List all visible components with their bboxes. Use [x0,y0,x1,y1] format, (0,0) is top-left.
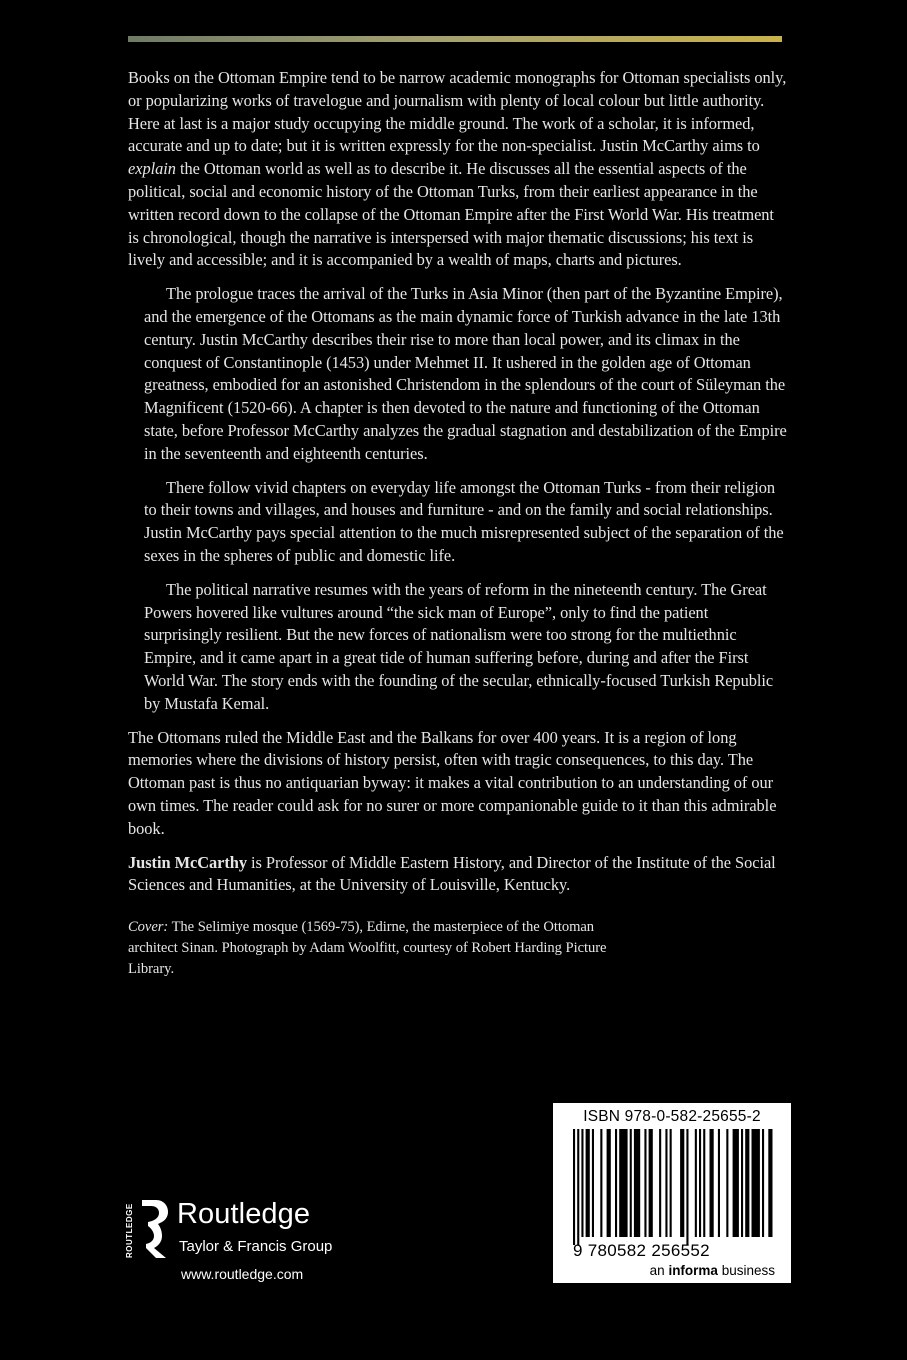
intro-text-part1: Books on the Ottoman Empire tend to be narrow academic monographs for Ottoman specialists only, or popularizing works of travelogue and journalism with plenty of local colour but little authority. Here at last is a major study occupying the middle ground. The work of a scholar, it is informed, accurate and up to date; but it is written expressly for the non-specialist. Justin McCarthy aims to [128,68,787,156]
barcode-bar [762,1129,764,1237]
author-bio-text: is Professor of Middle Eastern History, and Director of the Institute of the Social Sciences and Humanities, at the University of Louisville, Kentucky. [128,852,776,895]
informa-bold: informa [668,1263,718,1278]
barcode-bar [644,1129,646,1237]
informa-suffix: business [717,1263,775,1278]
author-name: Justin McCarthy [128,852,247,872]
barcode-bar [718,1129,720,1237]
barcode-bar [670,1129,672,1237]
barcode-bar [726,1129,728,1237]
cover-credit [128,917,608,980]
barcode-bar [686,1129,688,1245]
isbn-barcode-box [553,1103,791,1283]
barcode-bar [573,1129,575,1245]
routledge-knight-icon [138,1198,170,1260]
publisher-vertical-word: ROUTLEDGE [125,1203,134,1259]
everyday-life-paragraph: There follow vivid chapters on everyday life amongst the Ottoman Turks - from their religion to their towns and villages, and houses and furniture - and on the family and social relationships. Justin McCarthy pays special attention to the much misrepresented subject of the separation of the sexes in the spheres of public and domestic life. [144,477,784,565]
cover-credit-label: Cover: [128,919,169,936]
author-bio [128,852,788,898]
barcode-bar [592,1129,594,1237]
top-decorative-rule [128,36,782,42]
barcode-bar [600,1129,602,1237]
publisher-url: www.routledge.com [181,1266,304,1282]
barcode-bar [630,1129,632,1237]
barcode-bar [649,1129,653,1237]
political-narrative-paragraph: The political narrative resumes with the years of reform in the nineteenth century. The Great Powers hovered like vultures around “the sick man of Europe”, only to find the patient surprisingly resilient. But the new forces of nationalism were too strong for the multiethnic Empire, and it came apart in a great tide of human suffering before, during and after the First World War. The story ends with the founding of the secular, ethnically-focused Turkish Republic by Mustafa Kemal. [144,579,774,713]
publisher-logo [126,1198,386,1268]
barcode-bar [699,1129,701,1237]
barcode-bar [741,1129,743,1237]
publisher-group: Taylor & Francis Group [179,1238,333,1255]
blurb-text [128,67,788,980]
informa-prefix: an [649,1263,669,1278]
barcode-bar [607,1129,611,1237]
barcode-bar [752,1129,760,1237]
intro-text-part2: the Ottoman world as well as to describe it. He discusses all the essential aspects of the political, social and economic history of the Ottoman Turks, from their earliest appearance in the written record down to the collapse of the Ottoman Empire after the First World War. His treatment is chronological, though the narrative is interspersed with major thematic discussions; his text is lively and accessible; and it is accompanied by a wealth of maps, charts and pictures. [128,159,774,270]
barcode-bar [768,1129,772,1237]
cover-credit-text: The Selimiye mosque (1569-75), Edirne, the masterpiece of the Ottoman architect Sinan. Photograph by Adam Woolfitt, courtesy of Robert Harding Picture Library. [128,919,607,978]
barcode-bars [573,1129,773,1245]
barcode-bar [615,1129,617,1237]
barcode-digits: 9 780582 256552 [573,1241,710,1260]
closing-paragraph: The Ottomans ruled the Middle East and the Balkans for over 400 years. It is a region of long memories where the divisions of history persist, often with tragic consequences, to this day. The Ottoman past is thus no antiquarian byway: it makes a vital contribution to an understanding of our own times. The reader could ask for no surer or more companionable guide to it than this admirable book. [128,727,777,838]
barcode-bar [577,1129,579,1245]
barcode-bar [634,1129,640,1237]
barcode-bar [695,1129,697,1237]
barcode-bar [665,1129,667,1237]
intro-paragraph [128,67,788,272]
barcode-bar [586,1129,590,1237]
barcode-bar [619,1129,627,1237]
informa-tagline [650,1263,775,1278]
barcode-bar [710,1129,714,1237]
barcode-bar [680,1129,684,1237]
barcode-bar [745,1129,749,1237]
barcode-bar [733,1129,739,1237]
barcode-bar [703,1129,705,1237]
barcode-bar [659,1129,661,1237]
isbn-number: ISBN 978-0-582-25655-2 [583,1108,761,1125]
intro-emphasis: explain [128,159,176,179]
barcode-bar [581,1129,583,1237]
publisher-name: Routledge [177,1198,311,1230]
prologue-paragraph: The prologue traces the arrival of the Turks in Asia Minor (then part of the Byzantine Empire), and the emergence of the Ottomans as the main dynamic force of Turkish advance in the late 13th century. Justin McCarthy describes their rise to more than local power, and its climax in the conquest of Constantinople (1453) under Mehmet II. It ushered in the golden age of Ottoman greatness, embodied for an astonished Christendom in the splendours of the court of Süleyman the Magnificent (1520-66). A chapter is then devoted to the nature and functioning of the Ottoman state, before Professor McCarthy analyzes the gradual stagnation and destabilization of the Empire in the seventeenth and eighteenth centuries. [144,284,787,463]
